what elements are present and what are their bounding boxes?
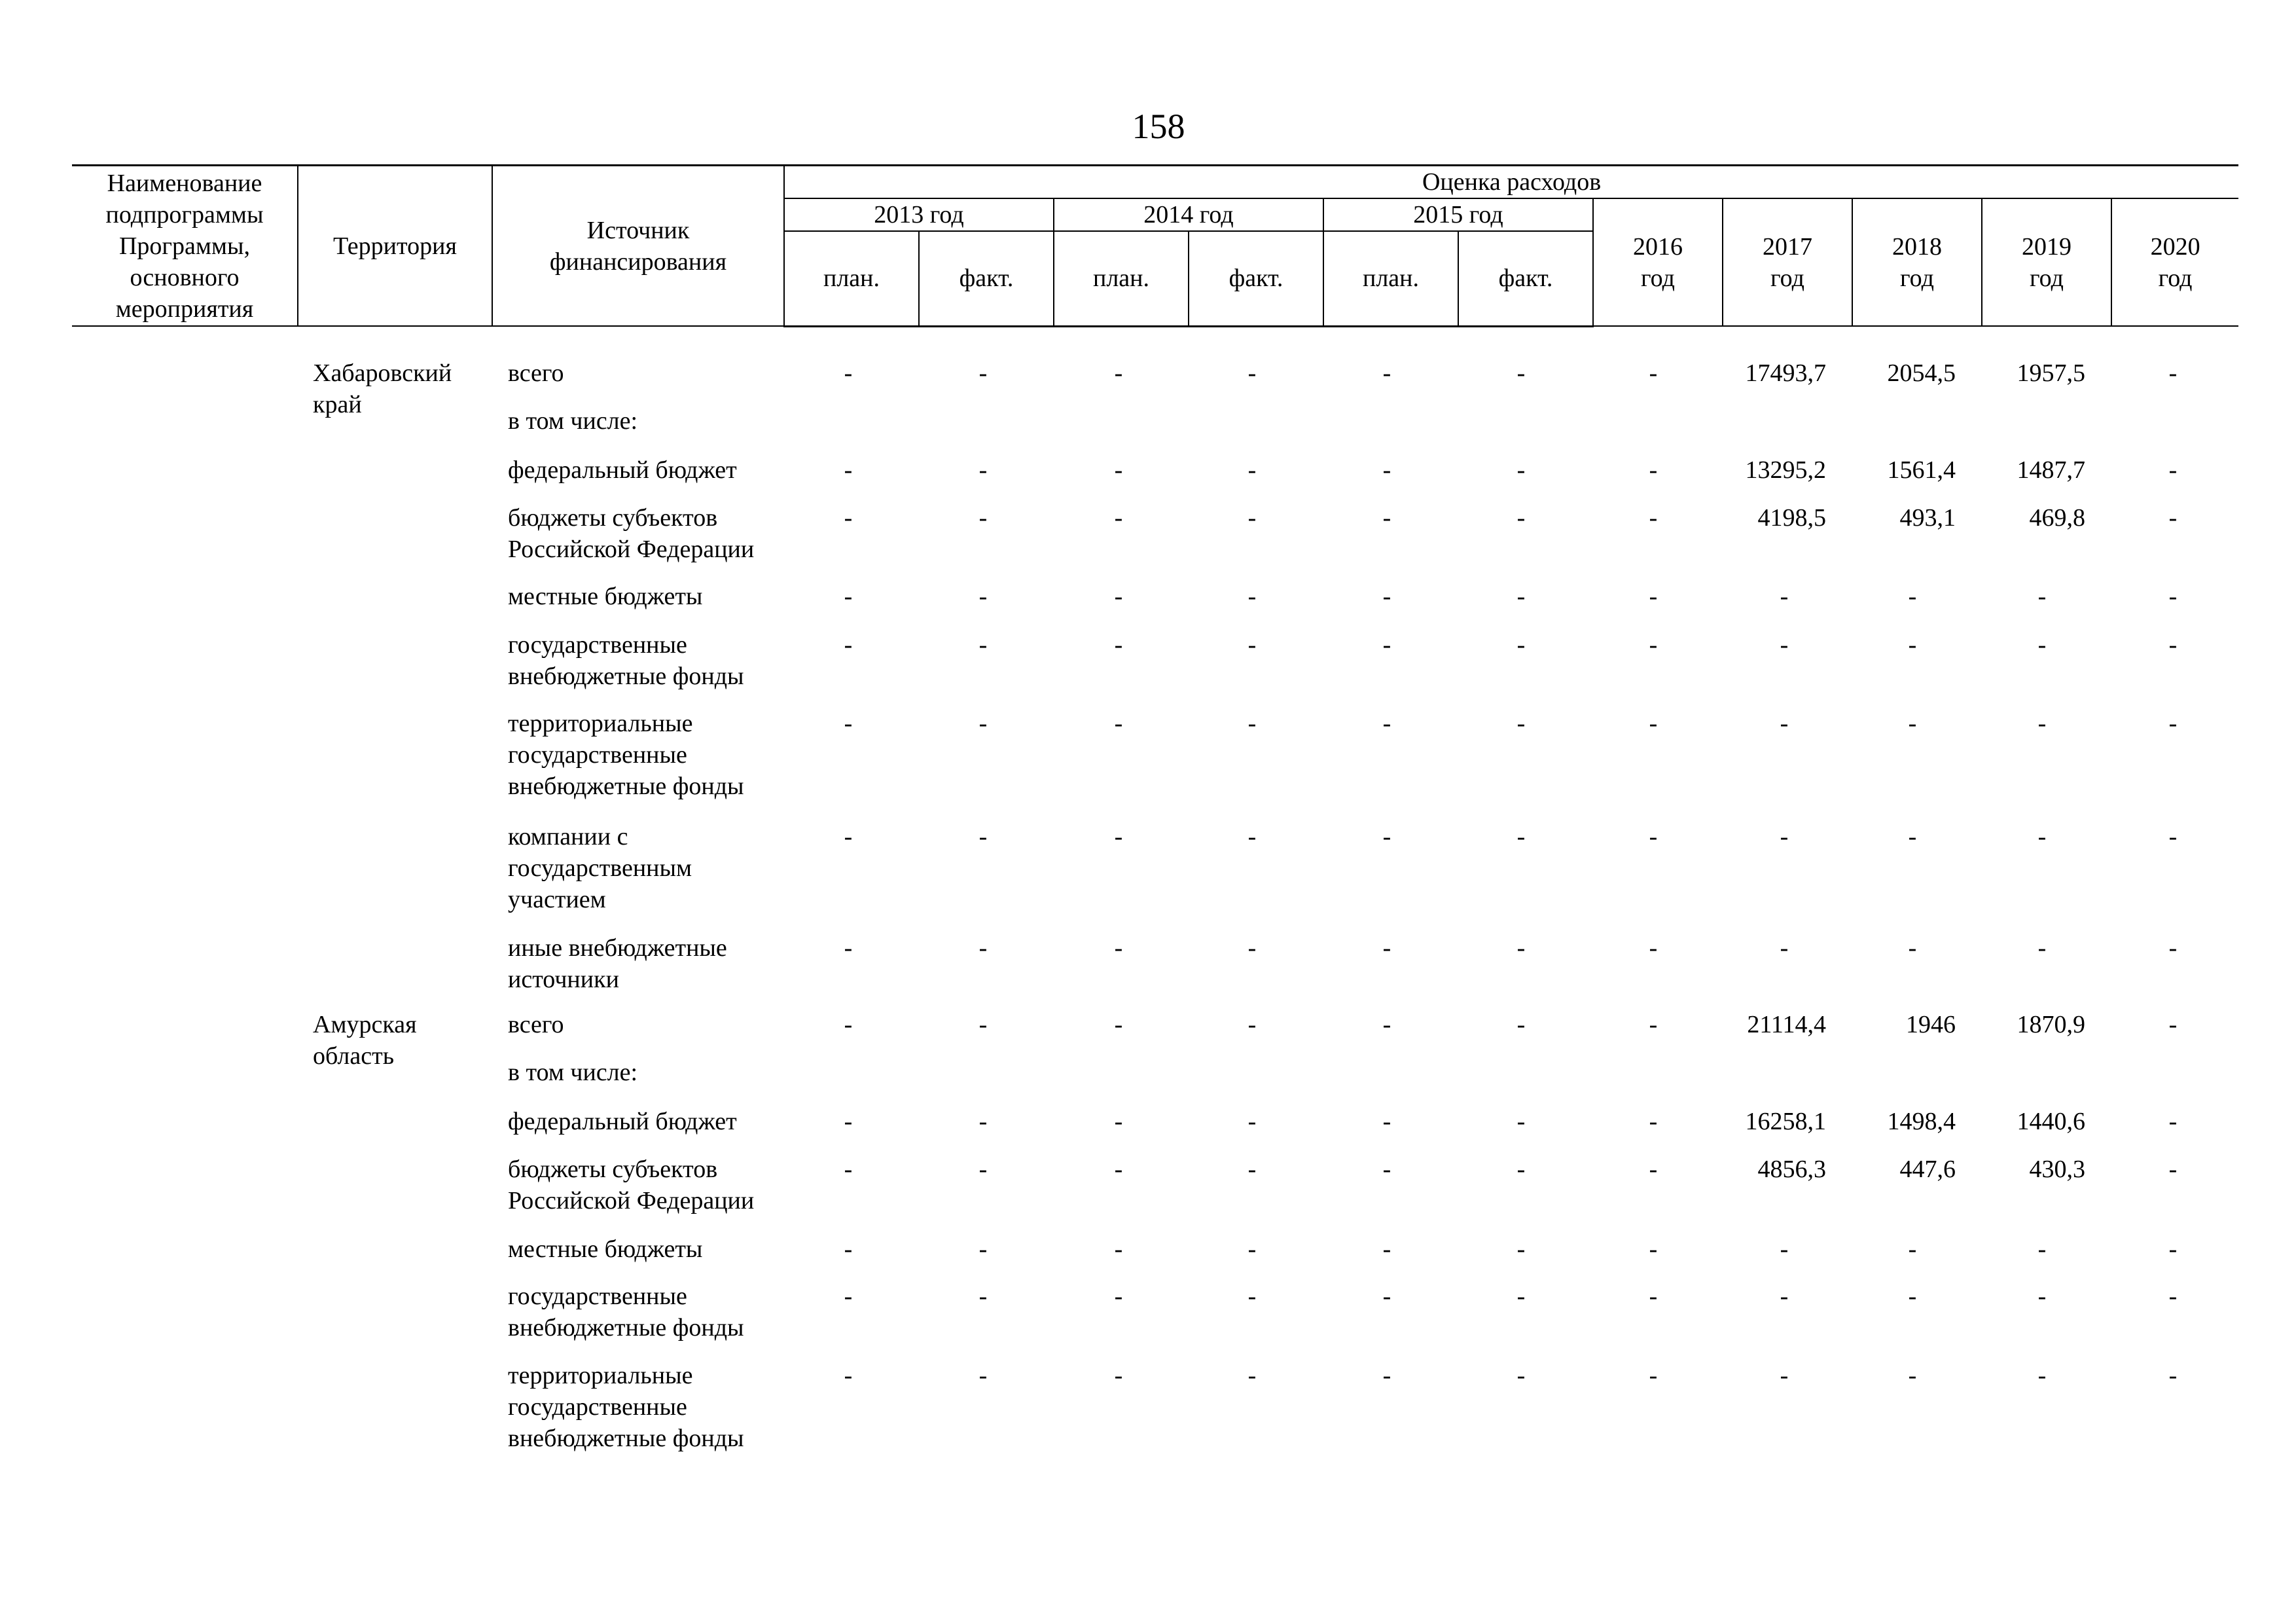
- value-cell: -: [1908, 631, 1917, 659]
- value-cell: -: [1649, 504, 1658, 532]
- value-cell: -: [844, 1362, 853, 1389]
- value-cell: -: [1382, 631, 1391, 659]
- value-cell: -: [1382, 583, 1391, 610]
- value-cell: -: [2037, 631, 2047, 659]
- header-year-2019: 2019 год: [1982, 198, 2111, 326]
- header-year-2018: 2018 год: [1852, 198, 1982, 326]
- value-cell: -: [1247, 1156, 1257, 1183]
- value-cell: -: [844, 359, 853, 387]
- value-cell: -: [1516, 504, 1526, 532]
- value-cell: 1957,5: [2017, 359, 2085, 387]
- value-cell: 16258,1: [1745, 1108, 1826, 1135]
- value-cell: -: [2168, 583, 2178, 610]
- value-cell: -: [1516, 1283, 1526, 1310]
- value-cell: -: [1382, 823, 1391, 850]
- value-cell: -: [1516, 1156, 1526, 1183]
- value-cell: -: [1908, 934, 1917, 962]
- value-cell: -: [1780, 710, 1789, 737]
- value-cell: 469,8: [2029, 504, 2085, 532]
- value-cell: -: [978, 359, 988, 387]
- value-cell: -: [1649, 1235, 1658, 1263]
- source-label: всего: [508, 1011, 564, 1038]
- value-cell: -: [2037, 1362, 2047, 1389]
- value-cell: -: [1908, 710, 1917, 737]
- value-cell: -: [1114, 1108, 1123, 1135]
- value-cell: -: [1516, 710, 1526, 737]
- value-cell: -: [2168, 456, 2178, 484]
- value-cell: -: [2168, 1362, 2178, 1389]
- value-cell: -: [1516, 1362, 1526, 1389]
- table-header: [72, 164, 2238, 327]
- value-cell: -: [2168, 1156, 2178, 1183]
- value-cell: -: [1649, 1156, 1658, 1183]
- value-cell: -: [978, 456, 988, 484]
- value-cell: -: [1516, 1011, 1526, 1038]
- value-cell: -: [2168, 1283, 2178, 1310]
- value-cell: -: [844, 710, 853, 737]
- value-cell: -: [1649, 1362, 1658, 1389]
- value-cell: -: [2168, 1235, 2178, 1263]
- value-cell: -: [1516, 583, 1526, 610]
- value-cell: -: [844, 583, 853, 610]
- header-year-2020: 2020 год: [2111, 198, 2238, 326]
- source-label: территориальные государственные внебюджетные фонды: [508, 710, 744, 800]
- value-cell: -: [2037, 1283, 2047, 1310]
- value-cell: -: [2037, 583, 2047, 610]
- territory-label: Хабаровский край: [313, 359, 452, 418]
- value-cell: -: [844, 823, 853, 850]
- value-cell: -: [1114, 1362, 1123, 1389]
- value-cell: -: [1780, 631, 1789, 659]
- value-cell: -: [1780, 1235, 1789, 1263]
- value-cell: -: [1247, 583, 1257, 610]
- value-cell: -: [978, 934, 988, 962]
- value-cell: -: [1247, 631, 1257, 659]
- value-cell: -: [1247, 1108, 1257, 1135]
- value-cell: -: [1114, 1156, 1123, 1183]
- header-estimate: Оценка расходов: [784, 166, 2238, 199]
- header-plan-2014: план.: [1054, 231, 1189, 326]
- value-cell: -: [1382, 1156, 1391, 1183]
- header-fact-2013: факт.: [919, 231, 1054, 326]
- value-cell: -: [1516, 934, 1526, 962]
- value-cell: -: [844, 934, 853, 962]
- value-cell: -: [1114, 1235, 1123, 1263]
- value-cell: 1561,4: [1887, 456, 1956, 484]
- value-cell: -: [1382, 934, 1391, 962]
- value-cell: -: [2037, 710, 2047, 737]
- value-cell: -: [1780, 1362, 1789, 1389]
- value-cell: 21114,4: [1747, 1011, 1826, 1038]
- value-cell: 1487,7: [2017, 456, 2085, 484]
- value-cell: -: [1516, 1108, 1526, 1135]
- value-cell: -: [1382, 1011, 1391, 1038]
- value-cell: -: [1649, 1108, 1658, 1135]
- value-cell: -: [1649, 710, 1658, 737]
- value-cell: -: [1247, 504, 1257, 532]
- value-cell: -: [1780, 583, 1789, 610]
- value-cell: 1440,6: [2017, 1108, 2085, 1135]
- value-cell: -: [1649, 1011, 1658, 1038]
- source-label: иные внебюджетные источники: [508, 934, 727, 993]
- value-cell: -: [1114, 823, 1123, 850]
- value-cell: 447,6: [1899, 1156, 1956, 1183]
- value-cell: -: [844, 504, 853, 532]
- value-cell: -: [1382, 1108, 1391, 1135]
- value-cell: -: [1382, 1362, 1391, 1389]
- value-cell: -: [1247, 823, 1257, 850]
- header-plan-2015: план.: [1323, 231, 1458, 326]
- value-cell: -: [1114, 583, 1123, 610]
- source-label: бюджеты субъектов Российской Федерации: [508, 504, 755, 563]
- value-cell: -: [1247, 456, 1257, 484]
- value-cell: -: [1247, 1283, 1257, 1310]
- source-label: территориальные государственные внебюджетные фонды: [508, 1362, 744, 1452]
- value-cell: -: [1516, 823, 1526, 850]
- value-cell: -: [1516, 1235, 1526, 1263]
- value-cell: -: [844, 1235, 853, 1263]
- source-label: всего: [508, 359, 564, 387]
- source-label: компании с государственным участием: [508, 823, 692, 913]
- value-cell: -: [1649, 631, 1658, 659]
- source-label: государственные внебюджетные фонды: [508, 631, 744, 690]
- value-cell: -: [978, 710, 988, 737]
- value-cell: -: [1114, 1283, 1123, 1310]
- value-cell: 1870,9: [2017, 1011, 2085, 1038]
- value-cell: -: [978, 1235, 988, 1263]
- header-year-2014: 2014 год: [1054, 198, 1323, 231]
- value-cell: 17493,7: [1745, 359, 1826, 387]
- value-cell: -: [978, 1156, 988, 1183]
- header-source-col: Источник финансирования: [492, 166, 784, 327]
- value-cell: -: [978, 1362, 988, 1389]
- source-label: государственные внебюджетные фонды: [508, 1283, 744, 1341]
- value-cell: -: [978, 823, 988, 850]
- value-cell: -: [1516, 359, 1526, 387]
- value-cell: -: [2168, 504, 2178, 532]
- value-cell: -: [1649, 823, 1658, 850]
- value-cell: -: [1516, 456, 1526, 484]
- value-cell: -: [844, 631, 853, 659]
- page-number: 158: [1132, 107, 1185, 146]
- value-cell: 430,3: [2029, 1156, 2085, 1183]
- source-label: федеральный бюджет: [508, 456, 737, 484]
- header-year-2013: 2013 год: [784, 198, 1054, 231]
- territory-label: Амурская область: [313, 1011, 417, 1070]
- value-cell: -: [2168, 823, 2178, 850]
- value-cell: -: [1382, 504, 1391, 532]
- value-cell: -: [1114, 456, 1123, 484]
- value-cell: -: [1382, 1283, 1391, 1310]
- source-label: местные бюджеты: [508, 583, 703, 610]
- value-cell: -: [1908, 1362, 1917, 1389]
- value-cell: -: [1649, 1283, 1658, 1310]
- value-cell: -: [844, 1011, 853, 1038]
- value-cell: -: [2168, 359, 2178, 387]
- value-cell: -: [1114, 934, 1123, 962]
- value-cell: -: [1382, 359, 1391, 387]
- value-cell: 2054,5: [1887, 359, 1956, 387]
- value-cell: -: [1780, 1283, 1789, 1310]
- value-cell: -: [978, 631, 988, 659]
- value-cell: -: [1382, 1235, 1391, 1263]
- value-cell: -: [1908, 823, 1917, 850]
- value-cell: -: [978, 1011, 988, 1038]
- value-cell: -: [1247, 934, 1257, 962]
- source-label: в том числе:: [508, 407, 638, 435]
- value-cell: -: [1780, 934, 1789, 962]
- value-cell: 4198,5: [1757, 504, 1826, 532]
- value-cell: -: [1908, 1283, 1917, 1310]
- header-year-2017: 2017 год: [1723, 198, 1852, 326]
- source-label: местные бюджеты: [508, 1235, 703, 1263]
- value-cell: -: [978, 1108, 988, 1135]
- value-cell: -: [1114, 504, 1123, 532]
- value-cell: -: [1649, 934, 1658, 962]
- value-cell: -: [1247, 710, 1257, 737]
- value-cell: -: [2037, 823, 2047, 850]
- header-fact-2014: факт.: [1189, 231, 1323, 326]
- header-fact-2015: факт.: [1458, 231, 1593, 326]
- value-cell: -: [1114, 1011, 1123, 1038]
- header-name-col: Наименование подпрограммы Программы, основного мероприятия: [72, 166, 298, 327]
- value-cell: -: [2168, 710, 2178, 737]
- value-cell: -: [1908, 1235, 1917, 1263]
- value-cell: -: [1114, 359, 1123, 387]
- value-cell: -: [2168, 1108, 2178, 1135]
- value-cell: -: [1247, 1235, 1257, 1263]
- value-cell: -: [1649, 583, 1658, 610]
- value-cell: -: [1516, 631, 1526, 659]
- value-cell: -: [1649, 359, 1658, 387]
- value-cell: -: [844, 1108, 853, 1135]
- value-cell: -: [1382, 710, 1391, 737]
- value-cell: -: [2037, 1235, 2047, 1263]
- value-cell: -: [1247, 1011, 1257, 1038]
- value-cell: -: [1114, 631, 1123, 659]
- value-cell: 1946: [1906, 1011, 1956, 1038]
- value-cell: -: [1114, 710, 1123, 737]
- value-cell: -: [2168, 934, 2178, 962]
- source-label: федеральный бюджет: [508, 1108, 737, 1135]
- header-year-2016: 2016 год: [1593, 198, 1723, 326]
- value-cell: -: [1247, 359, 1257, 387]
- value-cell: -: [1908, 583, 1917, 610]
- header-territory-col: Территория: [298, 166, 492, 327]
- value-cell: -: [1382, 456, 1391, 484]
- value-cell: -: [1780, 823, 1789, 850]
- value-cell: -: [1247, 1362, 1257, 1389]
- value-cell: -: [2168, 631, 2178, 659]
- value-cell: 4856,3: [1757, 1156, 1826, 1183]
- header-year-2015: 2015 год: [1323, 198, 1593, 231]
- value-cell: -: [1649, 456, 1658, 484]
- value-cell: 1498,4: [1887, 1108, 1956, 1135]
- value-cell: -: [844, 1283, 853, 1310]
- value-cell: -: [2168, 1011, 2178, 1038]
- value-cell: -: [978, 583, 988, 610]
- source-label: в том числе:: [508, 1059, 638, 1086]
- value-cell: -: [844, 1156, 853, 1183]
- value-cell: 13295,2: [1745, 456, 1826, 484]
- value-cell: -: [2037, 934, 2047, 962]
- value-cell: -: [978, 1283, 988, 1310]
- value-cell: 493,1: [1899, 504, 1956, 532]
- source-label: бюджеты субъектов Российской Федерации: [508, 1156, 755, 1214]
- value-cell: -: [978, 504, 988, 532]
- header-plan-2013: план.: [784, 231, 919, 326]
- value-cell: -: [844, 456, 853, 484]
